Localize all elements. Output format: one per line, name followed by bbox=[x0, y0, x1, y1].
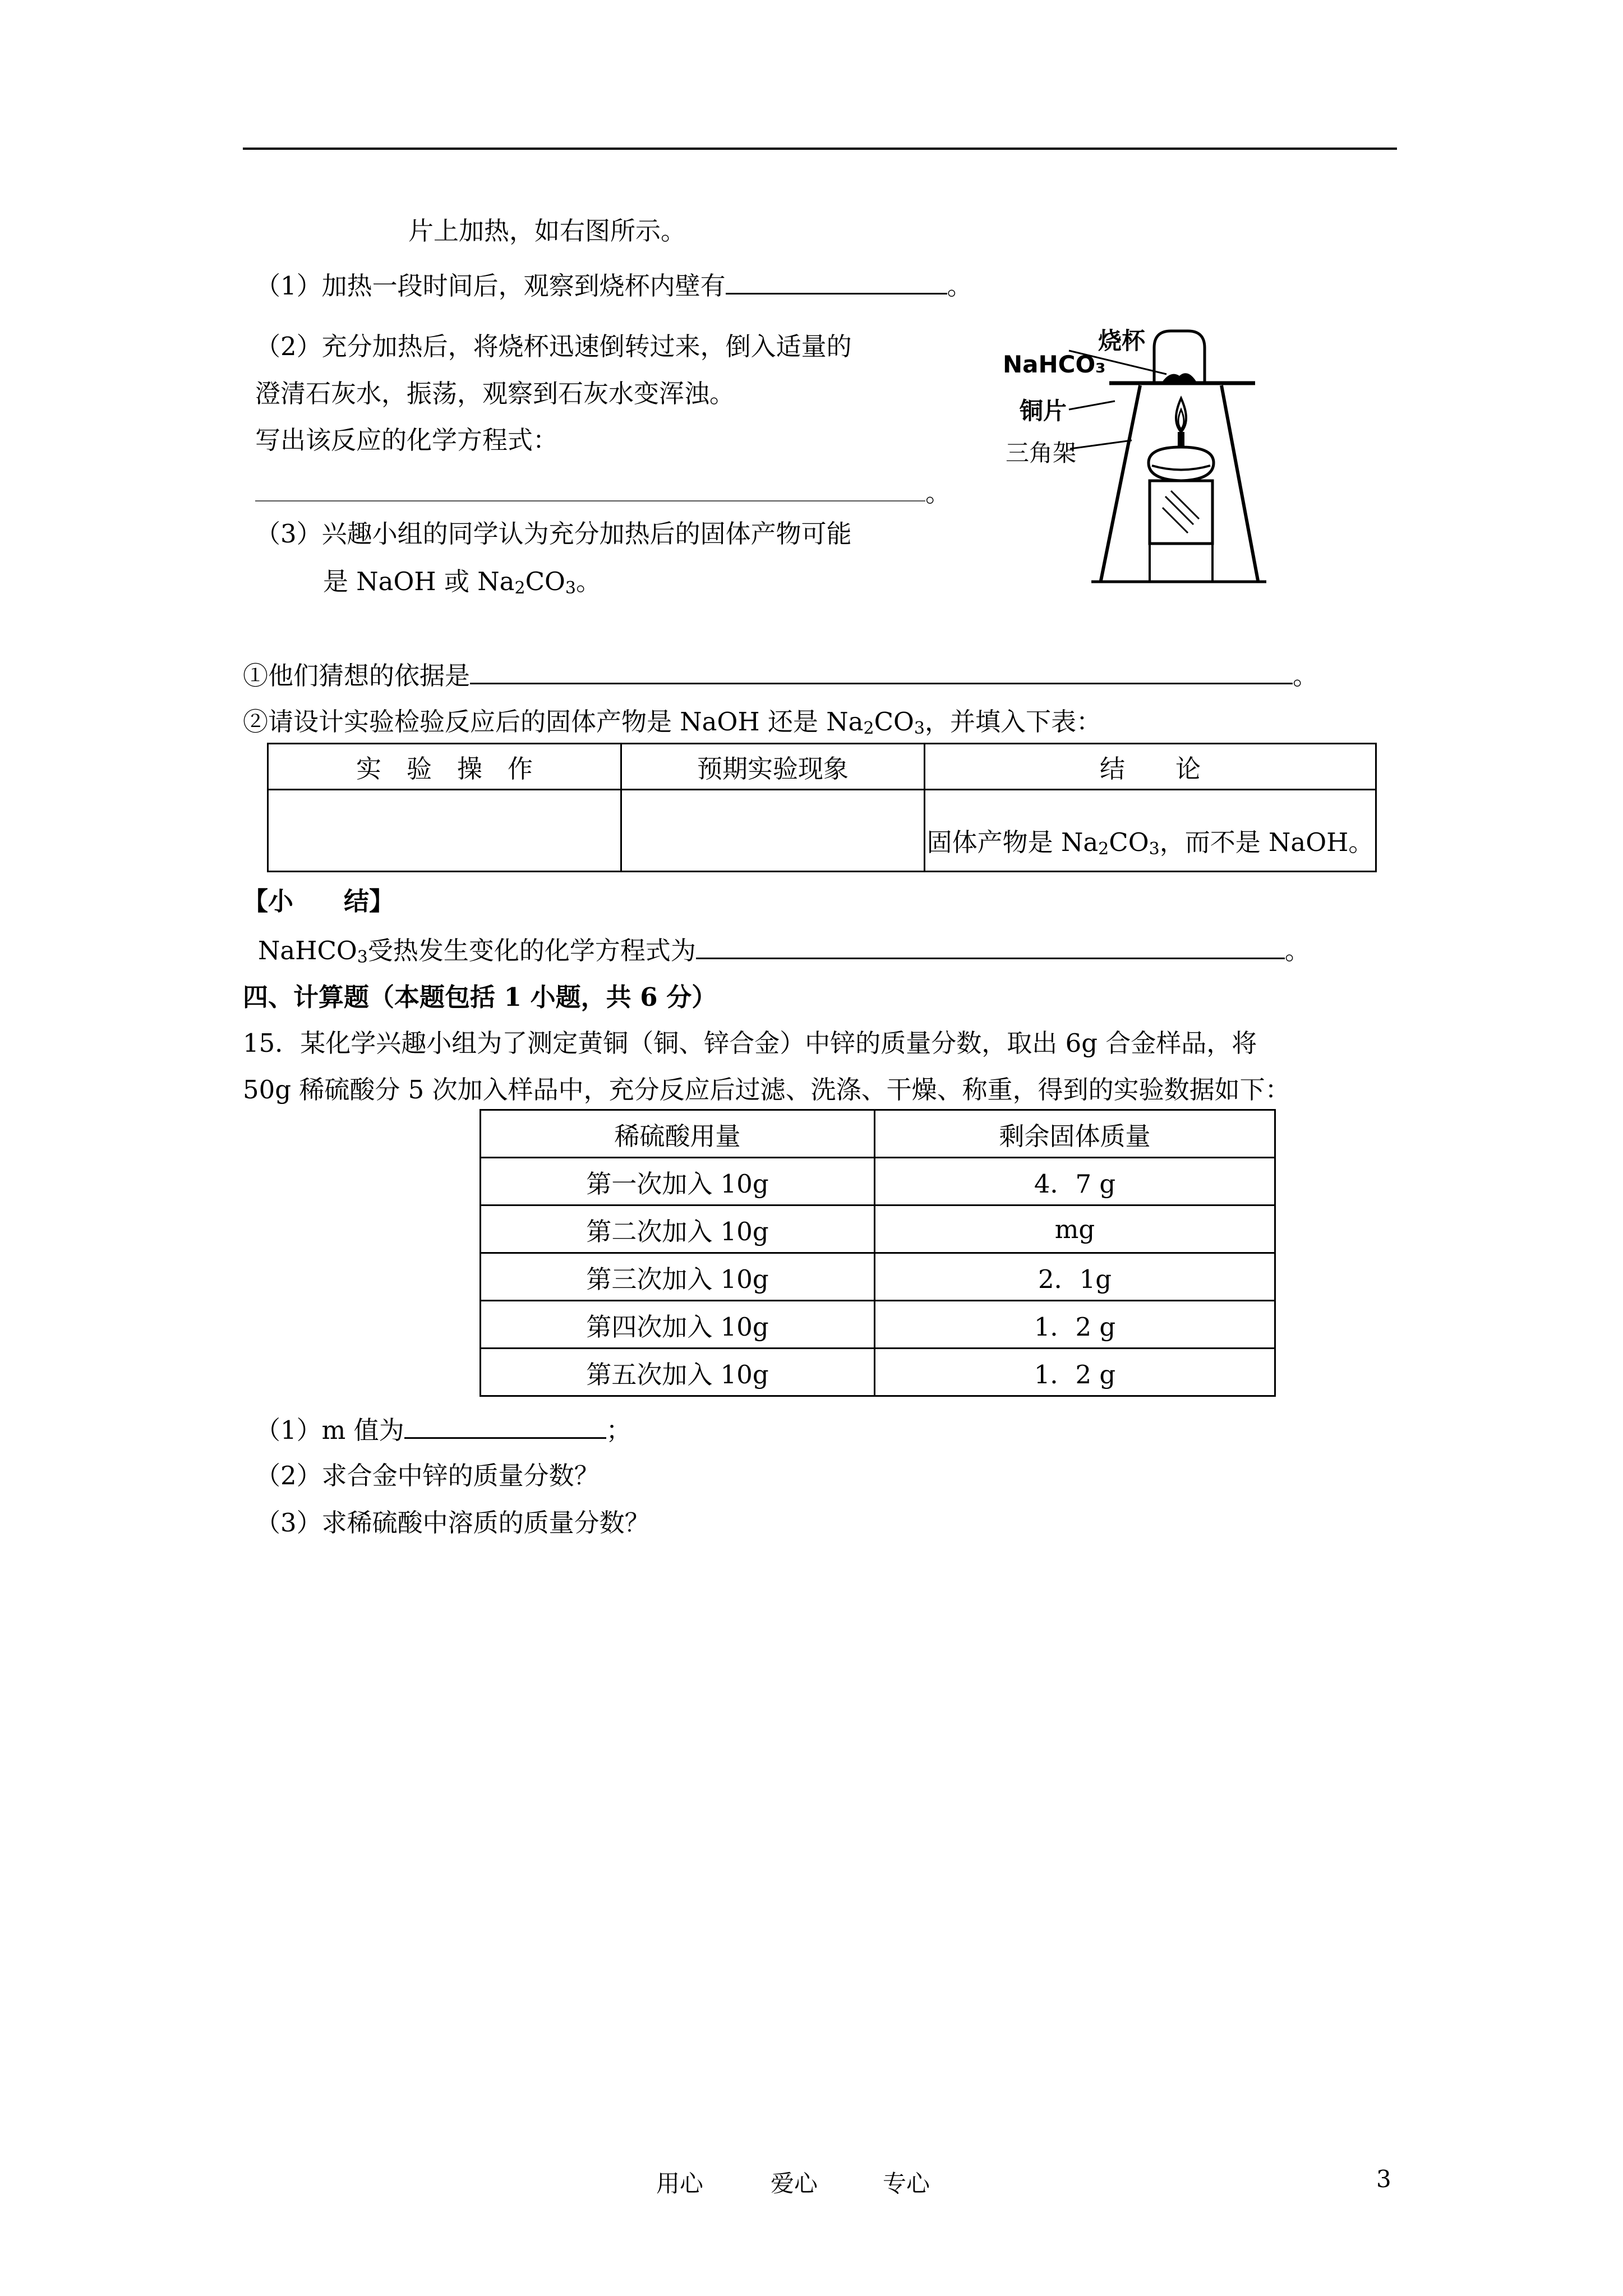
apparatus-figure bbox=[1003, 323, 1283, 586]
answer-blank[interactable] bbox=[696, 933, 1285, 959]
question-2-answer bbox=[255, 476, 951, 510]
question-15-line2: 50g 稀硫酸分 5 次加入样品中，充分反应后过滤、洗涤、干燥、称重，得到的实验数据如下： bbox=[243, 1075, 1290, 1105]
tripod-leg-left bbox=[1101, 385, 1140, 581]
label-tripod: 三角架 bbox=[1006, 439, 1077, 467]
sample-shape bbox=[1163, 373, 1196, 381]
intro-line: 片上加热，如右图所示。 bbox=[408, 216, 686, 246]
design-question: ②请设计实验检验反应后的固体产物是 NaOH 还是 $Na_2CO_3$，并填入下表： bbox=[243, 707, 1101, 738]
question-1-label: （1）加热一段时间后，观察到烧杯内壁有 bbox=[255, 271, 726, 301]
exp-header-conclusion: 结 论 bbox=[925, 744, 1376, 790]
footer-motto-1: 用心 bbox=[656, 2170, 704, 2197]
question-3-line1: （3）兴趣小组的同学认为充分加热后的固体产物可能 bbox=[255, 519, 852, 549]
answer-blank[interactable] bbox=[470, 658, 1293, 684]
question-2-line2: 澄清石灰水，振荡，观察到石灰水变浑浊。 bbox=[255, 379, 735, 408]
question-15-sub1: （1）m 值为 ； bbox=[255, 1412, 631, 1447]
table-row: 第二次加入 10g mg bbox=[481, 1205, 1275, 1253]
exp-cell-phenomenon[interactable] bbox=[621, 790, 925, 872]
equation-blank[interactable] bbox=[255, 476, 925, 501]
alcohol-lamp bbox=[1149, 447, 1214, 481]
beaker-shape bbox=[1154, 331, 1205, 381]
summary-title: 【小 结】 bbox=[243, 886, 395, 916]
question-2-line3: 写出该反应的化学方程式： bbox=[255, 425, 559, 455]
question-15-sub2: （2）求合金中锌的质量分数？ bbox=[255, 1461, 600, 1490]
question-1 bbox=[255, 268, 972, 303]
question-2-line1: （2）充分加热后，将烧杯迅速倒转过来，倒入适量的 bbox=[255, 332, 852, 361]
question-1-end: 。 bbox=[947, 271, 972, 301]
footer-motto-3: 专心 bbox=[883, 2170, 930, 2197]
tripod-leg-right bbox=[1221, 385, 1258, 581]
data-header-mass: 剩余固体质量 bbox=[875, 1110, 1275, 1158]
guess-question: ①他们猜想的依据是 。 bbox=[243, 658, 1318, 693]
exp-cell-operation[interactable] bbox=[268, 790, 621, 872]
label-beaker: 烧杯 bbox=[1098, 327, 1146, 355]
lamp-wick bbox=[1178, 432, 1184, 448]
question-15-line1: 15．某化学兴趣小组为了测定黄铜（铜、锌合金）中锌的质量分数，取出 6g 合金样品，将 bbox=[243, 1028, 1257, 1058]
header-rule bbox=[243, 148, 1397, 150]
summary-line: NaHCO$_3$受热发生变化的化学方程式为 。 bbox=[258, 933, 1310, 968]
label-nahco3: NaHCO₃ bbox=[1003, 351, 1106, 378]
data-table bbox=[479, 1109, 1276, 1397]
exp-cell-conclusion: 固体产物是 $Na_2CO_3$，而不是 NaOH。 bbox=[925, 790, 1376, 872]
page-number: 3 bbox=[1376, 2165, 1391, 2193]
answer-blank[interactable] bbox=[726, 268, 947, 295]
table-row: 第三次加入 10g 2．1g bbox=[481, 1253, 1275, 1301]
footer-motto-2: 爱心 bbox=[771, 2170, 818, 2197]
table-row: 第五次加入 10g 1．2 g bbox=[481, 1349, 1275, 1396]
section-4-title: 四、计算题（本题包括 1 小题，共 6 分） bbox=[243, 982, 717, 1012]
table-row: 第一次加入 10g 4．7 g bbox=[481, 1158, 1275, 1205]
experiment-table bbox=[267, 743, 1377, 872]
question-3-line2: 是 NaOH 或 $Na_2CO_3$。 bbox=[323, 567, 601, 598]
exp-header-phenomenon: 预期实验现象 bbox=[621, 744, 925, 790]
flame-shape bbox=[1176, 398, 1186, 432]
data-header-acid: 稀硫酸用量 bbox=[481, 1110, 875, 1158]
label-copper: 铜片 bbox=[1020, 397, 1067, 425]
table-row: 第四次加入 10g 1．2 g bbox=[481, 1301, 1275, 1349]
exp-header-operation: 实 验 操 作 bbox=[268, 744, 621, 790]
answer-blank[interactable] bbox=[404, 1412, 606, 1439]
question-15-sub3: （3）求稀硫酸中溶质的质量分数？ bbox=[255, 1508, 650, 1538]
question-2-end: 。 bbox=[925, 478, 951, 508]
